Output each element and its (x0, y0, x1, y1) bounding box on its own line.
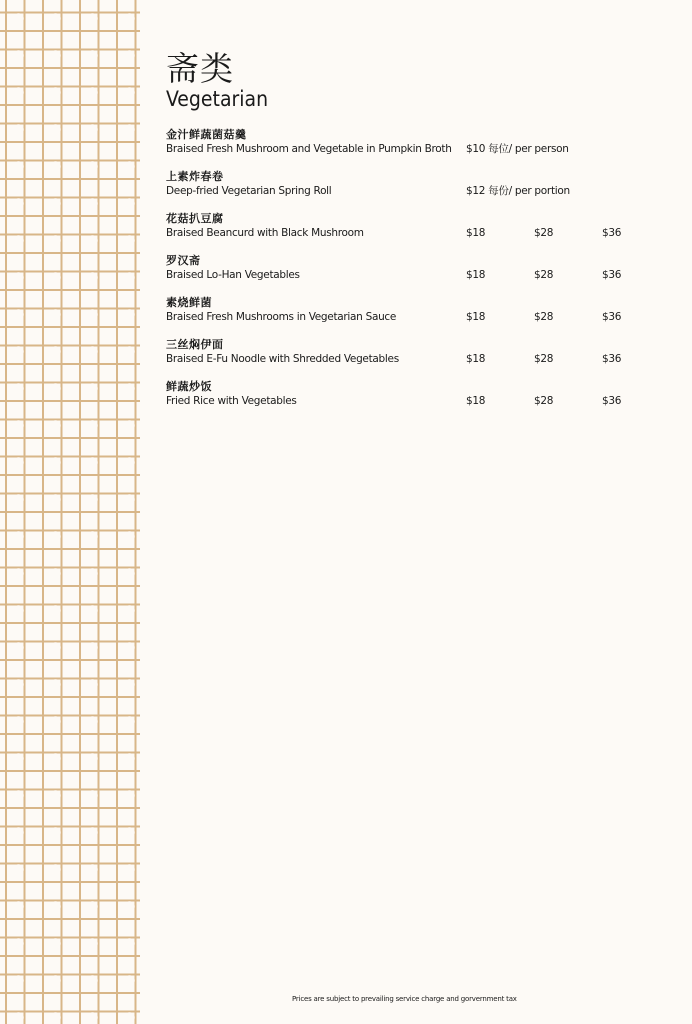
menu-item-price-medium: $28 (534, 269, 554, 281)
menu-item-price-small: $18 (466, 395, 486, 407)
menu-item-chinese-name: 罗汉斋 (166, 254, 201, 267)
menu-item (166, 254, 666, 296)
menu-item-english-name: Braised Lo-Han Vegetables (166, 269, 300, 281)
menu-item-price-large: $36 (602, 269, 622, 281)
menu-section (166, 50, 666, 422)
menu-item-price-large: $36 (602, 311, 622, 323)
section-title-english: Vegetarian (166, 87, 269, 111)
price-disclaimer: Prices are subject to prevailing service charge and gorvernment tax (292, 995, 517, 1003)
menu-item (166, 170, 666, 212)
menu-item-price-medium: $28 (534, 311, 554, 323)
menu-item-price-large: $36 (602, 353, 622, 365)
menu-item-chinese-name: 三丝焖伊面 (166, 338, 224, 351)
section-title-chinese: 斋类 (166, 49, 234, 88)
decorative-lattice-pattern (0, 0, 140, 1024)
menu-item-price-small: $10 每位/ per person (466, 143, 569, 155)
menu-item-price-small: $18 (466, 269, 486, 281)
menu-items-list (166, 128, 666, 422)
menu-item-english-name: Braised E-Fu Noodle with Shredded Vegetables (166, 353, 399, 365)
menu-item-price-small: $12 每份/ per portion (466, 185, 570, 197)
menu-item-price-large: $36 (602, 227, 622, 239)
menu-item (166, 128, 666, 170)
menu-item-chinese-name: 花菇扒豆腐 (166, 212, 224, 225)
menu-item-english-name: Deep-fried Vegetarian Spring Roll (166, 185, 332, 197)
menu-item-chinese-name: 鲜蔬炒饭 (166, 380, 212, 393)
menu-item-price-small: $18 (466, 353, 486, 365)
menu-item (166, 296, 666, 338)
menu-item-english-name: Braised Fresh Mushrooms in Vegetarian Sauce (166, 311, 397, 323)
menu-item-price-small: $18 (466, 311, 486, 323)
menu-item-chinese-name: 金汁鲜蔬菌菇羹 (166, 128, 247, 141)
menu-item-english-name: Braised Beancurd with Black Mushroom (166, 227, 364, 239)
menu-item-english-name: Fried Rice with Vegetables (166, 395, 297, 407)
menu-item (166, 338, 666, 380)
menu-item-english-name: Braised Fresh Mushroom and Vegetable in Pumpkin Broth (166, 143, 452, 155)
menu-item-price-medium: $28 (534, 353, 554, 365)
menu-item-price-medium: $28 (534, 395, 554, 407)
menu-item (166, 380, 666, 422)
menu-item-price-small: $18 (466, 227, 486, 239)
menu-item (166, 212, 666, 254)
menu-item-chinese-name: 素烧鲜菌 (166, 296, 212, 309)
menu-item-price-large: $36 (602, 395, 622, 407)
menu-item-chinese-name: 上素炸春卷 (166, 170, 224, 183)
menu-item-price-medium: $28 (534, 227, 554, 239)
